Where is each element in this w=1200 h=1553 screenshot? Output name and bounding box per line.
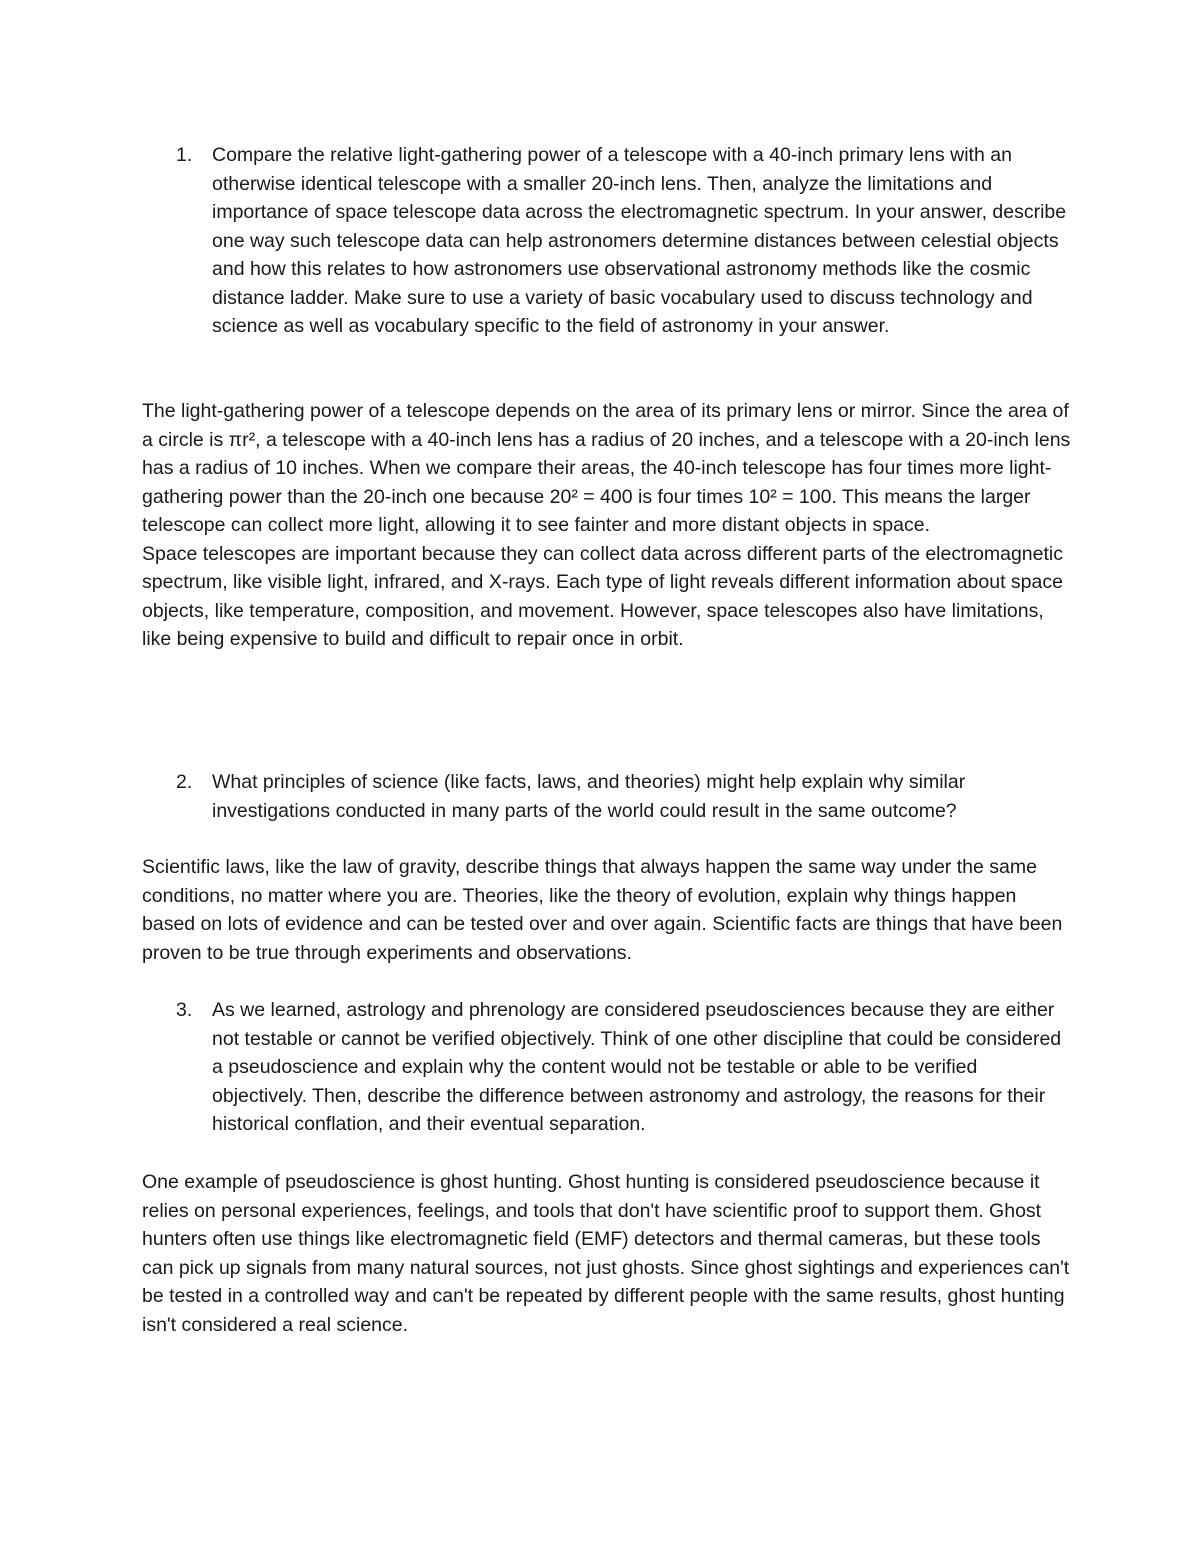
answer-1-paragraph-1: The light-gathering power of a telescope depends on the area of its primary lens or mirror. Since the area of a circle is πr², a telescope with a 40-inch lens has a radius of 20 inches, and a telescope with a 20-inch lens has a radius of 10 inches. When we compare their areas, the 40-inch telescope has four times more light-gathering power than the 20-inch one because 20² = 400 is four times 10² = 100. This means the larger telescope can collect more light, allowing it to see fainter and more distant objects in space. xyxy=(142,400,1071,536)
answer-3-paragraph-1: One example of pseudoscience is ghost hunting. Ghost hunting is considered pseudoscience because it relies on personal experiences, feelings, and tools that don't have scientific proof to support them. Ghost hunters often use things like electromagnetic field (EMF) detectors and thermal cameras, but these tools can pick up signals from many natural sources, not just ghosts. Since ghost sightings and experiences can't be tested in a controlled way and can't be repeated by different people with the same results, ghost hunting isn't considered a real science. xyxy=(142,1171,1070,1336)
answer-2 xyxy=(142,853,1072,967)
answer-1-paragraph-2: Space telescopes are important because they can collect data across different parts of the electromagnetic spectrum, like visible light, infrared, and X-rays. Each type of light reveals different information about space objects, like temperature, composition, and movement. However, space telescopes also have limitations, like being expensive to build and difficult to repair once in orbit. xyxy=(142,542,1063,650)
answer-3 xyxy=(142,1168,1072,1339)
question-1-number: 1. xyxy=(176,144,193,166)
question-2-text: What principles of science (like facts, laws, and theories) might help explain why similar investigations conducted in many parts of the world could result in the same outcome? xyxy=(212,771,966,822)
answer-1 xyxy=(142,397,1072,654)
question-3-text: As we learned, astrology and phrenology are considered pseudosciences because they are either not testable or cannot be verified objectively. Think of one other discipline that could be considered a pseudoscience and explain why the content would not be testable or able to be verified objectively. Then, describe the difference between astronomy and astrology, the reasons for their historical conflation, and their eventual separation. xyxy=(212,999,1062,1135)
question-1-text: Compare the relative light-gathering power of a telescope with a 40-inch primary lens with an otherwise identical telescope with a smaller 20-inch lens. Then, analyze the limitations and importance of space telescope data across the electromagnetic spectrum. In your answer, describe one way such telescope data can help astronomers determine distances between celestial objects and how this relates to how astronomers use observational astronomy methods like the cosmic distance ladder. Make sure to use a variety of basic vocabulary used to discuss technology and science as well as vocabulary specific to the field of astronomy in your answer. xyxy=(212,144,1067,337)
answer-2-paragraph-1: Scientific laws, like the law of gravity, describe things that always happen the same way under the same conditions, no matter where you are. Theories, like the theory of evolution, explain why things happen based on lots of evidence and can be tested over and over again. Scientific facts are things that have been proven to be true through experiments and observations. xyxy=(142,856,1063,964)
question-2-number: 2. xyxy=(176,771,193,793)
question-3-number: 3. xyxy=(176,999,193,1021)
